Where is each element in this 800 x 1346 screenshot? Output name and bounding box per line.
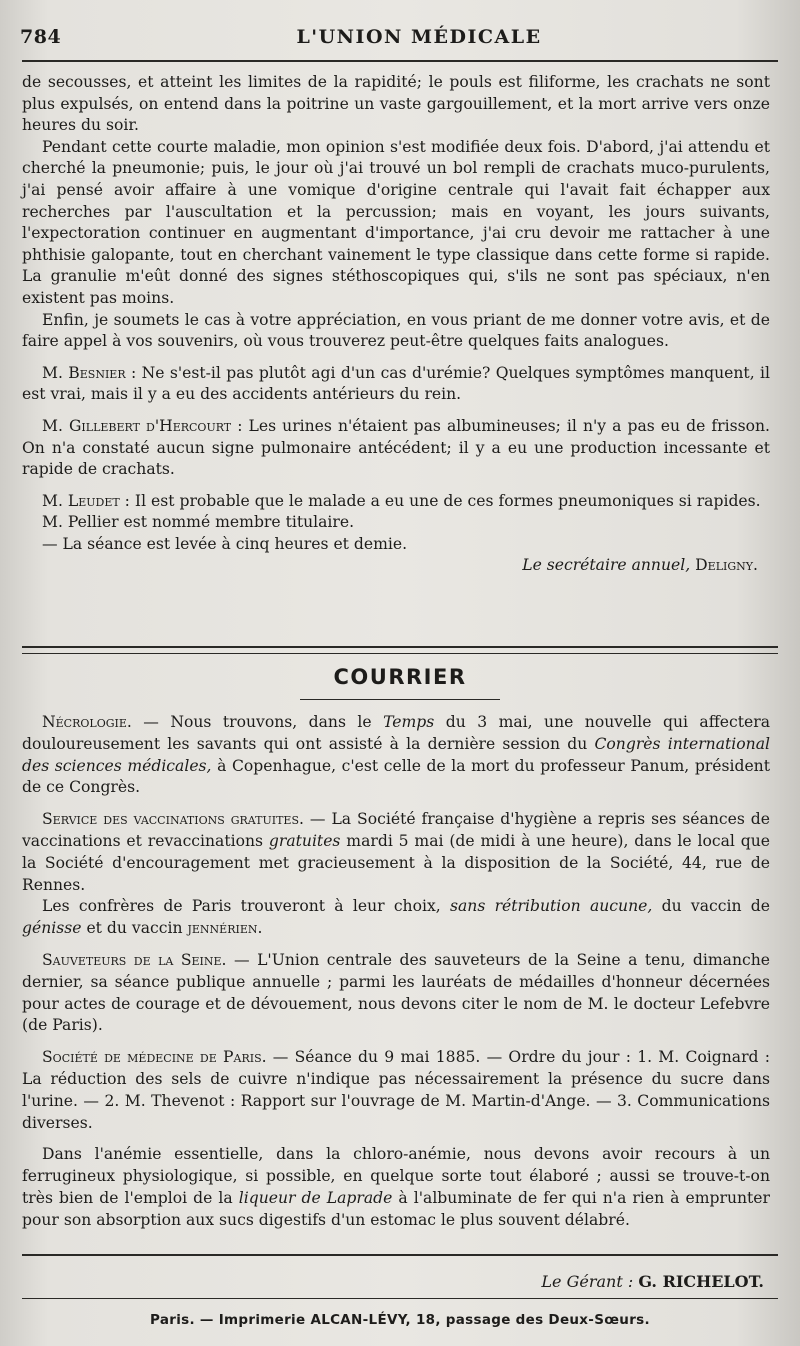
news-item: Sauveteurs de la Seine. — L'Union centrale des sauveteurs de la Seine a tenu, dimanche dernier, sa séance publique annuelle ; parmi les lauréats de médailles d'honneur décernées pour actes de courage et de dévouement, nous devons citer le nom de M. le docteur Lefebvre (de Paris). [22, 950, 770, 1035]
gerant-label: Le Gérant : [541, 1272, 634, 1291]
speaker-name: M. Leudet : [42, 491, 130, 510]
journal-title: L'UNION MÉDICALE [296, 26, 542, 48]
header-rule [22, 60, 778, 62]
page-number: 784 [20, 26, 62, 48]
closing-line: — La séance est levée à cinq heures et demie. [42, 534, 408, 553]
report-paragraph: Pendant cette courte maladie, mon opinion s'est modifiée deux fois. D'abord, j'ai attendu et cherché la pneumonie; puis, le jour où j'ai trouvé un bol rempli de crachats muco-purulents, j'ai pensé avoir affaire à une vomique d'origine centrale qui l'avait fait échapper aux recherches par l'auscultation et la percussion; mais en voyant, les jours suivants, l'expectoration continuer en augmentant d'importance, j'ai cru devoir me rattacher à une phthisie galopante, tout en cherchant vainement le type classique dans cette forme si rapide. La granulie m'eût donné des signes stéthoscopiques qui, s'ils ne sont pas spéciaux, n'en existent pas moins. [22, 137, 770, 307]
title-underline [300, 699, 500, 700]
secretary-name: Deligny. [695, 556, 758, 575]
news-item: Dans l'anémie essentielle, dans la chloro-anémie, nous devons avoir recours à un ferrugineux physiologique, si possible, en quelque sorte tout élaboré ; aussi se trouve-t-on très bien de l'emploi de la liqueur de Laprade à l'albuminate de fer qui n'a rien à emprunter pour son absorption aux sucs digestifs d'un estomac le plus souvent délabré. [22, 1145, 770, 1229]
section-divider [22, 646, 778, 654]
item-label: Service des vaccinations gratuites. [42, 810, 304, 829]
speaker-text: Les urines n'étaient pas albumineuses; il n'y a pas eu de frisson. On n'a constaté aucun signe pulmonaire antécédent; il y a eu une production incessante et rapide de crachats. [22, 416, 770, 479]
speaker-name: M. Besnier : [42, 363, 137, 382]
footer-rule [22, 1254, 778, 1256]
item-label: Nécrologie. [42, 713, 132, 731]
news-item: Nécrologie. — Nous trouvons, dans le Temps du 3 mai, une nouvelle qui affectera douloureusement les savants qui ont assisté à la dernière session du Congrès international des sciences médicales, à Copenhague, c'est celle de la mort du professeur Panum, président de ce Congrès. [22, 713, 770, 797]
speaker-remark [22, 416, 770, 481]
speaker-remark [22, 363, 770, 406]
report-paragraph: Enfin, je soumets le cas à votre appréciation, en vous priant de me donner votre avis, et de faire appel à vos souvenirs, où vous trouverez peut-être quelques faits analogues. [22, 310, 770, 351]
imprint-rule [22, 1298, 778, 1299]
gerant-signature [541, 1272, 764, 1291]
report-paragraph: de secousses, et atteint les limites de la rapidité; le pouls est filiforme, les crachats ne sont plus expulsés, on entend dans la poitrine un vaste gargouillement, et la mort arrive vers onze heures du soir. [22, 73, 770, 135]
news-item: Les confrères de Paris trouveront à leur choix, sans rétribution aucune, du vaccin de génisse et du vaccin jennérien. [22, 897, 770, 938]
courrier-section [22, 712, 770, 1232]
speaker-text: Il est probable que le malade a eu une de ces formes pneumoniques si rapides. [134, 491, 761, 510]
nomination-line: M. Pellier est nommé membre titulaire. [42, 513, 355, 532]
news-item: Société de médecine de Paris. — Séance du 9 mai 1885. — Ordre du jour : 1. M. Coignard : La réduction des sels de cuivre n'indique pas nécessairement la présence du sucre dans l'urine. — 2. M. Thevenot : Rapport sur l'ouvrage de M. Martin-d'Ange. — 3. Communications diverses. [22, 1048, 770, 1132]
item-label: Sauveteurs de la Seine. [42, 950, 227, 969]
news-item: Service des vaccinations gratuites. — La Société française d'hygiène a repris ses séances de vaccinations et revaccinations gratuites mardi 5 mai (de midi à une heure), dans le local que la Société d'encouragement met gracieusement à la disposition de la Société, 44, rue de Rennes. [22, 810, 770, 894]
speaker-text: Ne s'est-il pas plutôt agi d'un cas d'urémie? Quelques symptômes manquent, il est vrai, mais il y a eu des accidents antérieurs du rein. [22, 363, 770, 404]
speaker-remark [22, 491, 770, 513]
item-label: Société de médecine de Paris. [42, 1048, 267, 1067]
session-report [22, 72, 770, 577]
section-title: COURRIER [333, 665, 467, 689]
printer-imprint: Paris. — Imprimerie ALCAN-LÉVY, 18, passage des Deux-Sœurs. [150, 1312, 650, 1328]
gerant-name: G. RICHELOT. [638, 1272, 764, 1291]
secretary-signature [22, 555, 770, 577]
page-header [20, 22, 778, 56]
secretary-title: Le secrétaire annuel, [522, 556, 691, 575]
speaker-name: M. Gillebert d'Hercourt : [42, 416, 243, 435]
